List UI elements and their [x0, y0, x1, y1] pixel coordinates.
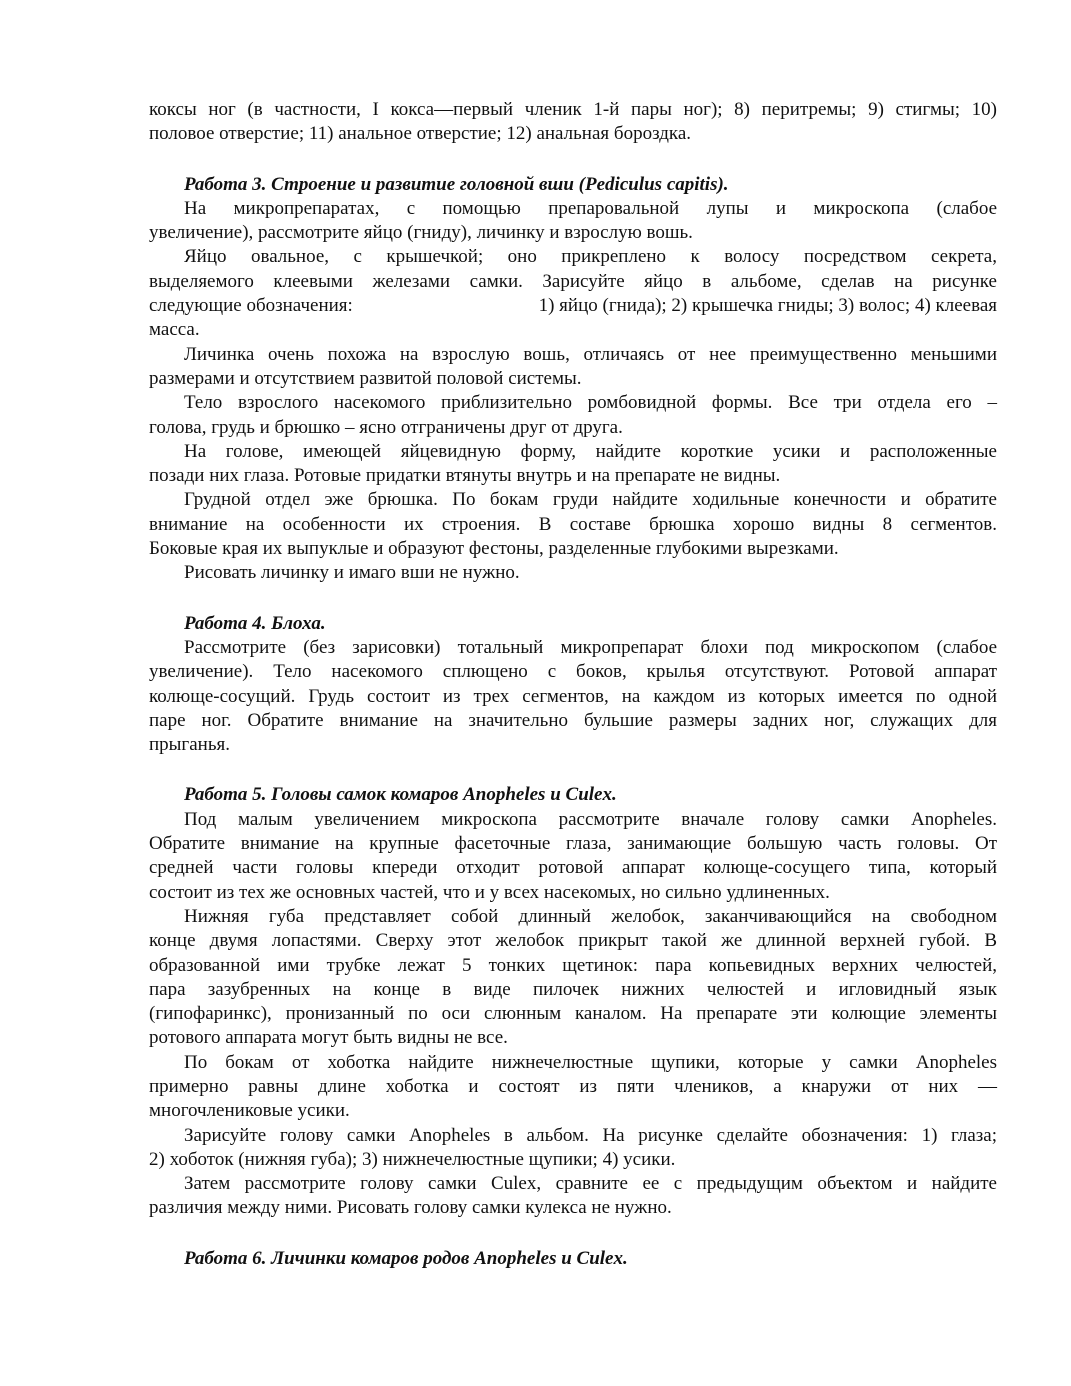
section-work-4	[149, 612, 997, 758]
text-line: увеличение), рассмотрите яйцо (гниду), личинку и взрослую вошь.	[149, 222, 693, 244]
paragraph	[149, 440, 997, 489]
paragraph	[149, 197, 997, 246]
text-line: выделяемого клеевыми железами самки. Зарисуйте яйцо в альбоме, сделав на рисунке	[149, 270, 997, 292]
text-line: конце двумя лопастями. Сверху этот желобок прикрыт такой же длинной верхней губой. В	[149, 930, 997, 952]
text-line: По бокам от хоботка найдите нижнечелюстные щупики, которые у самки Anopheles	[184, 1051, 997, 1073]
text-line: Рассмотрите (без зарисовки) тотальный микропрепарат блохи под микроскопом (слабое	[184, 636, 997, 658]
text-line: состоит из тех же основных частей, что и у всех насекомых, но сильно удлиненных.	[149, 881, 830, 903]
document-page	[149, 98, 997, 1271]
section-work-5	[149, 783, 997, 1220]
text-line: паре ног. Обратите внимание на значительно бульшие размеры задних ног, служащих для	[149, 709, 997, 731]
text-line: Затем рассмотрите голову самки Culex, сравните ее с предыдущим объектом и найдите	[184, 1173, 997, 1195]
paragraph	[149, 561, 997, 585]
section-heading: Работа 5. Головы самок комаров Anopheles и Culex.	[184, 784, 617, 806]
text-line: Рисовать личинку и имаго вши не нужно.	[184, 562, 520, 584]
paragraph	[149, 245, 997, 342]
text-line: Личинка очень похожа на взрослую вошь, отличаясь от нее преимущественно меньшими	[184, 343, 997, 365]
text-line: 2) хоботок (нижняя губа); 3) нижнечелюстные щупики; 4) усики.	[149, 1148, 676, 1170]
paragraph	[149, 1172, 997, 1221]
paragraph	[149, 905, 997, 1051]
section-gap	[149, 147, 997, 173]
text-line: средней части головы кпереди отходит ротовой аппарат колюще-сосущего типа, который	[149, 857, 997, 879]
text-segment: 1) яйцо (гнида); 2) крышечка гниды; 3) волос; 4) клеевая	[538, 295, 997, 317]
text-line: Яйцо овальное, с крышечкой; оно прикреплено к волосу посредством секрета,	[184, 246, 997, 268]
text-line: Тело взрослого насекомого приблизительно ромбовидной формы. Все три отдела его –	[184, 392, 997, 414]
text-line: На голове, имеющей яйцевидную форму, найдите короткие усики и расположенные	[184, 440, 997, 462]
section-work-3	[149, 173, 997, 586]
text-line: На микропрепаратах, с помощью препаровальной лупы и микроскопа (слабое	[184, 197, 997, 219]
text-line: образованной ими трубке лежат 5 тонких щетинок: пара копьевидных верхних челюстей,	[149, 954, 997, 976]
text-line: Боковые края их выпуклые и образуют фестоны, разделенные глубокими вырезками.	[149, 538, 839, 560]
paragraph	[149, 1051, 997, 1124]
paragraph	[149, 343, 997, 392]
section-gap	[149, 586, 997, 612]
text-line: голова, грудь и брюшко – ясно отграничены друг от друга.	[149, 416, 623, 438]
text-segment: следующие обозначения:	[149, 295, 353, 317]
text-line: прыганья.	[149, 734, 230, 756]
text-line: позади них глаза. Ротовые придатки втянуты внутрь и на препарате не видны.	[149, 465, 781, 487]
section-gap	[149, 757, 997, 783]
paragraph	[149, 636, 997, 757]
text-line	[149, 294, 997, 318]
section-work-6	[149, 1247, 997, 1271]
text-line: (гипофаринкс), пронизанный по оси слюнным каналом. На препарате эти колющие элементы	[149, 1003, 997, 1025]
section-heading: Работа 3. Строение и развитие головной вши (Pediculus capitis).	[184, 173, 729, 195]
text-line: пара зазубренных на конце в виде пилочек нижних челюстей и игловидный язык	[149, 978, 997, 1000]
text-line: Зарисуйте голову самки Anopheles в альбом. На рисунке сделайте обозначения: 1) глаза;	[184, 1124, 997, 1146]
text-line: Обратите внимание на крупные фасеточные глаза, занимающие большую часть головы. От	[149, 833, 997, 855]
text-line: колюще-сосущий. Грудь состоит из трех сегментов, на каждом из которых имеется по одной	[149, 685, 997, 707]
section-heading: Работа 6. Личинки комаров родов Anopheles и Culex.	[184, 1247, 628, 1269]
text-line: Под малым увеличением микроскопа рассмотрите вначале голову самки Anopheles.	[184, 808, 997, 830]
section-heading: Работа 4. Блоха.	[184, 612, 326, 634]
text-line: многочлениковые усики.	[149, 1100, 350, 1122]
section-gap	[149, 1221, 997, 1247]
text-line: половое отверстие; 11) анальное отверстие; 12) анальная бороздка.	[149, 123, 692, 145]
text-line: коксы ног (в частности, I кокса—первый членик 1-й пары ног); 8) перитремы; 9) стигмы; 10)	[149, 99, 997, 120]
text-line: увеличение). Тело насекомого сплющено с боков, крылья отсутствуют. Ротовой аппарат	[149, 661, 997, 683]
text-line: внимание на особенности их строения. В составе брюшка хорошо видны 8 сегментов.	[149, 513, 997, 535]
intro-paragraph	[149, 98, 997, 147]
text-line: примерно равны длине хоботка и состоят из пяти члеников, а кнаружи от них —	[149, 1075, 997, 1097]
paragraph	[149, 488, 997, 561]
paragraph	[149, 808, 997, 905]
text-line: ротового аппарата могут быть видны не все.	[149, 1027, 508, 1049]
paragraph	[149, 1124, 997, 1173]
text-line: различия между ними. Рисовать голову самки кулекса не нужно.	[149, 1197, 672, 1219]
text-line: Нижняя губа представляет собой длинный желобок, заканчивающийся на свободном	[184, 905, 997, 927]
paragraph	[149, 391, 997, 440]
text-line: масса.	[149, 319, 200, 341]
text-line: Грудной отдел эже брюшка. По бокам груди найдите ходильные конечности и обратите	[184, 489, 997, 511]
text-line: размерами и отсутствием развитой половой системы.	[149, 367, 582, 389]
